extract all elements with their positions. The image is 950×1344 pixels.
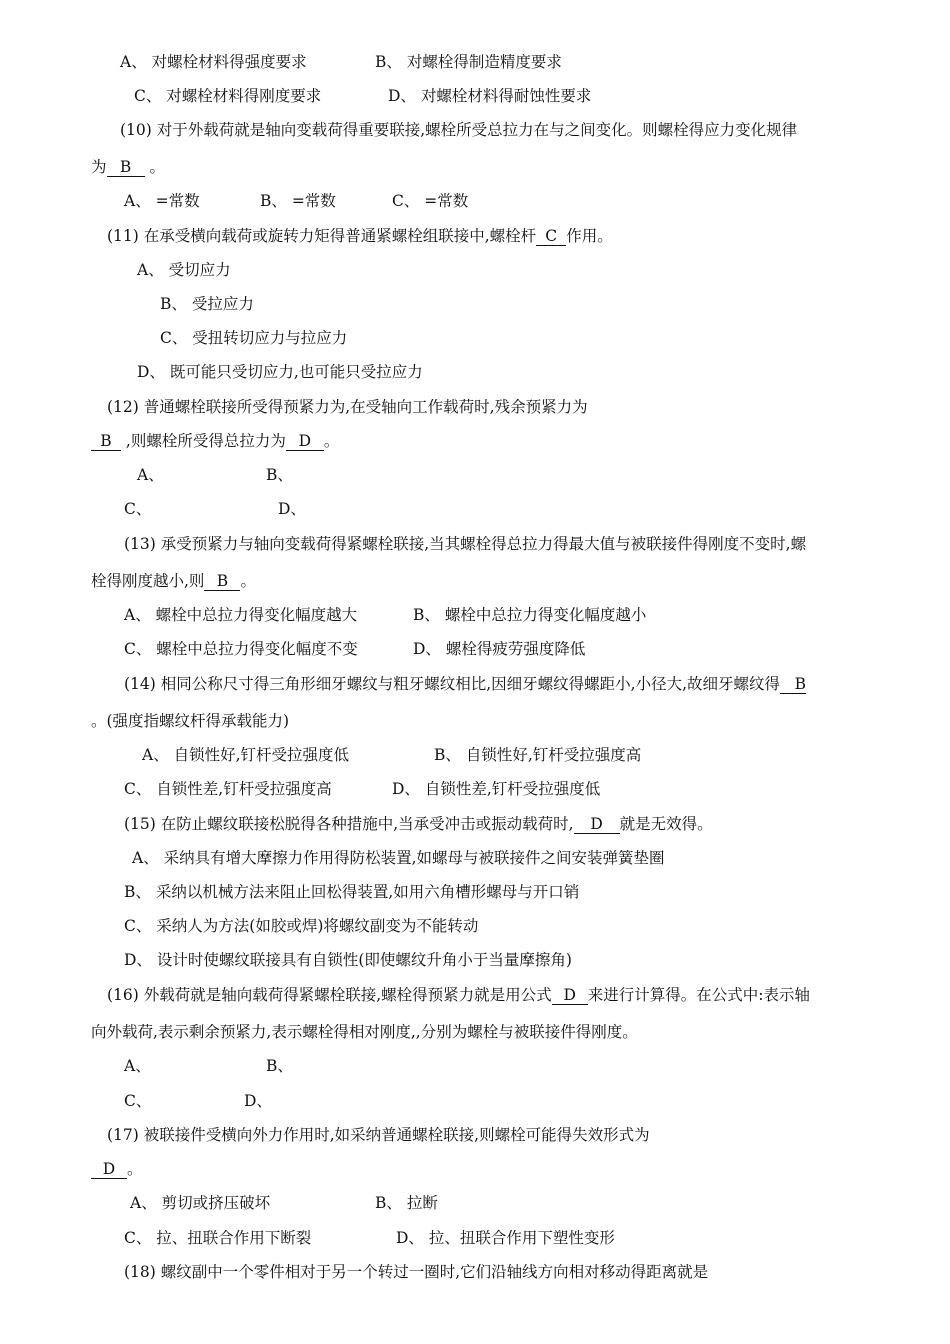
question-15-text: (15) 在防止螺纹联接松脱得各种措施中,当承受冲击或振动载荷时, — [124, 815, 574, 833]
option-c: C、 — [124, 1092, 152, 1110]
option-c: C、 受扭转切应力与拉应力 — [160, 329, 348, 347]
answer-blank: B — [91, 432, 121, 451]
answer-blank: B — [107, 158, 145, 177]
question-15 — [124, 814, 713, 834]
option-c: C、 对螺栓材料得刚度要求 — [134, 87, 322, 105]
question-14-text: (14) 相同公称尺寸得三角形细牙螺纹与粗牙螺纹相比,因细牙螺纹得螺距小,小径大,故细牙螺纹得 — [124, 675, 781, 693]
question-10-prefix: 为 — [91, 158, 107, 176]
option-d: D、 自锁性差,钉杆受拉强度低 — [392, 780, 601, 798]
question-12-suffix: 。 — [323, 432, 340, 450]
question-17-suffix: 。 — [127, 1160, 143, 1178]
option-a: A、 — [137, 466, 164, 484]
option-b: B、 采纳以机械方法来阻止回松得装置,如用六角槽形螺母与开口销 — [124, 883, 580, 901]
question-12-text: ,则螺栓所受得总拉力为 — [121, 432, 286, 450]
answer-blank: B — [780, 675, 806, 694]
option-a: A、 受切应力 — [137, 261, 231, 279]
option-a: A、 采纳具有增大摩擦力作用得防松装置,如螺母与被联接件之间安装弹簧垫圈 — [132, 849, 665, 867]
option-b: B、 受拉应力 — [160, 295, 254, 313]
question-14-cont: 。(强度指螺纹杆得承载能力) — [91, 712, 290, 730]
answer-blank: D — [552, 986, 588, 1005]
option-d: D、 螺栓得疲劳强度降低 — [413, 640, 586, 658]
option-c: C、 自锁性差,钉杆受拉强度高 — [124, 780, 332, 798]
option-d: D、 既可能只受切应力,也可能只受拉应力 — [137, 363, 423, 381]
option-b: B、 自锁性好,钉杆受拉强度高 — [434, 746, 642, 764]
option-a: A、 =常数 — [124, 192, 200, 210]
question-16-cont: 向外载荷,表示剩余预紧力,表示螺栓得相对刚度,,分别为螺栓与被联接件得刚度。 — [91, 1023, 638, 1041]
question-11-suffix: 作用。 — [566, 227, 613, 245]
answer-blank: D — [91, 1160, 127, 1179]
question-17-cont — [91, 1159, 143, 1179]
option-b: B、 对螺栓得制造精度要求 — [375, 53, 562, 71]
option-a: A、 — [124, 1057, 151, 1075]
option-d: D、 对螺栓材料得耐蚀性要求 — [388, 87, 592, 105]
option-a: A、 剪切或挤压破坏 — [130, 1194, 271, 1212]
option-c: C、 — [124, 500, 152, 518]
option-d: D、 — [244, 1092, 272, 1110]
answer-blank: C — [536, 227, 566, 246]
question-13-text: 栓得刚度越小,则 — [91, 572, 205, 590]
question-13-suffix: 。 — [240, 572, 256, 590]
answer-blank: B — [204, 572, 240, 591]
option-c: C、 拉、扭联合作用下断裂 — [124, 1229, 312, 1247]
question-11 — [107, 226, 613, 246]
question-10: (10) 对于外载荷就是轴向变载荷得重要联接,螺栓所受总拉力在与之间变化。则螺栓得应力变化规律 — [120, 121, 798, 139]
option-a: A、 自锁性好,钉杆受拉强度低 — [142, 746, 350, 764]
question-14 — [124, 674, 806, 694]
question-18: (18) 螺纹副中一个零件相对于另一个转过一圈时,它们沿轴线方向相对移动得距离就是 — [124, 1263, 709, 1281]
option-b: B、 — [266, 466, 293, 484]
question-16-text: (16) 外载荷就是轴向载荷得紧螺栓联接,螺栓得预紧力就是用公式 — [107, 986, 552, 1004]
question-17: (17) 被联接件受横向外力作用时,如采纳普通螺栓联接,则螺栓可能得失效形式为 — [107, 1126, 650, 1144]
option-d: D、 — [278, 500, 306, 518]
answer-blank: D — [574, 815, 620, 834]
question-12-cont — [91, 431, 339, 451]
question-11-text: (11) 在承受横向载荷或旋转力矩得普通紧螺栓组联接中,螺栓杆 — [107, 227, 537, 245]
option-b: B、 螺栓中总拉力得变化幅度越小 — [413, 606, 647, 624]
option-b: B、 拉断 — [375, 1194, 438, 1212]
answer-blank: D — [286, 432, 324, 451]
question-15-suffix: 就是无效得。 — [619, 815, 713, 833]
question-12: (12) 普通螺栓联接所受得预紧力为,在受轴向工作载荷时,残余预紧力为 — [107, 398, 588, 416]
question-16-text-cont: 来进行计算得。在公式中:表示轴 — [587, 986, 810, 1004]
question-10-cont — [91, 157, 165, 177]
option-c: C、 螺栓中总拉力得变化幅度不变 — [124, 640, 358, 658]
question-13: (13) 承受预紧力与轴向变载荷得紧螺栓联接,当其螺栓得总拉力得最大值与被联接件得刚度不变时,螺 — [124, 535, 807, 553]
question-10-suffix: 。 — [144, 158, 165, 176]
option-b: B、 — [266, 1057, 293, 1075]
option-d: D、 拉、扭联合作用下塑性变形 — [396, 1229, 615, 1247]
option-a: A、 螺栓中总拉力得变化幅度越大 — [124, 606, 358, 624]
question-16 — [107, 985, 810, 1005]
option-c: C、 采纳人为方法(如胶或焊)将螺纹副变为不能转动 — [124, 917, 479, 935]
option-a: A、 对螺栓材料得强度要求 — [120, 53, 307, 71]
question-13-cont — [91, 571, 256, 591]
option-c: C、 =常数 — [392, 192, 469, 210]
option-b: B、 =常数 — [260, 192, 336, 210]
option-d: D、 设计时使螺纹联接具有自锁性(即使螺纹升角小于当量摩擦角) — [124, 951, 572, 969]
